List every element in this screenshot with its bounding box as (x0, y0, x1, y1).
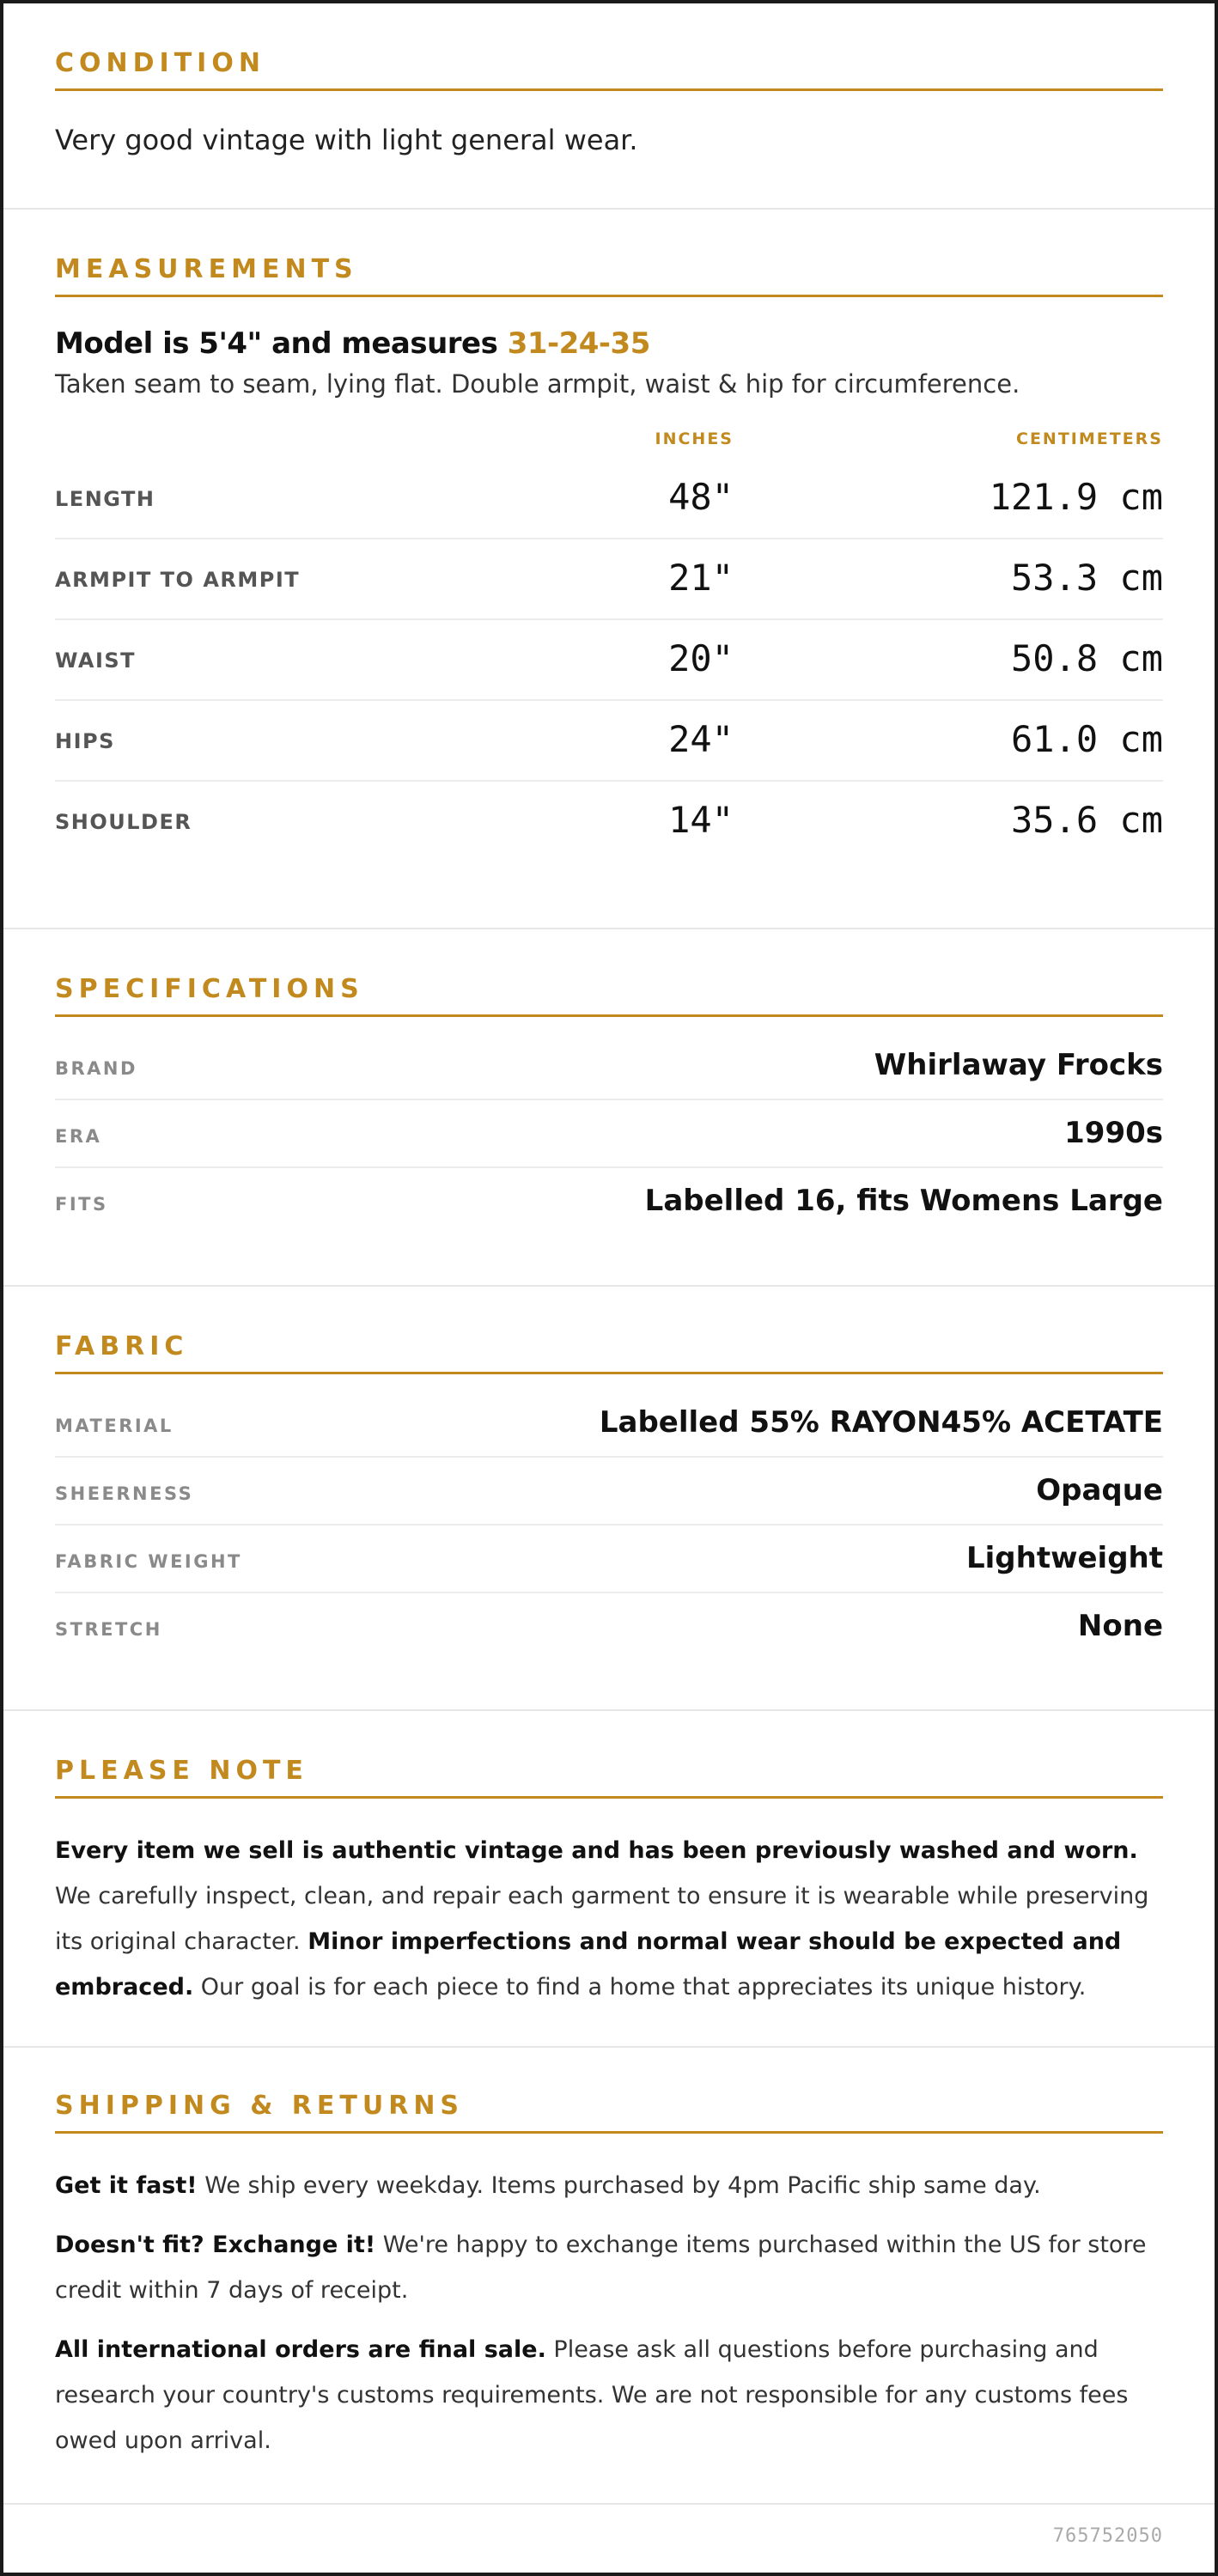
model-prefix: Model is 5'4" and measures (55, 326, 508, 361)
shipping-paragraph-international (55, 2327, 1163, 2463)
product-id: 765752050 (1052, 2525, 1163, 2547)
measurement-inches: 14" (668, 799, 734, 841)
measurement-label: ARMPIT TO ARMPIT (55, 568, 301, 592)
spec-value: 1990s (1064, 1116, 1163, 1150)
shipping-text: We ship every weekday. Items purchased by 4pm Pacific ship same day. (197, 2172, 1041, 2199)
specifications-list (55, 1032, 1163, 1236)
fabric-row-material (55, 1390, 1163, 1458)
measurement-inches: 21" (668, 557, 734, 599)
measurement-label: SHOULDER (55, 810, 192, 834)
please-note-section (3, 1711, 1215, 2048)
measurements-subtitle: Taken seam to seam, lying flat. Double armpit, waist & hip for circumference. (55, 369, 1020, 399)
note-text-2: Our goal is for each piece to find a home that appreciates its unique history. (193, 1974, 1087, 2001)
fabric-list (55, 1390, 1163, 1661)
model-measures-line (55, 326, 1163, 361)
measurement-row (55, 539, 1163, 620)
spec-value: Whirlaway Frocks (874, 1048, 1163, 1082)
section-title: SPECIFICATIONS (55, 974, 1163, 1017)
measurement-inches: 20" (668, 637, 734, 679)
section-title: MEASUREMENTS (55, 254, 1163, 297)
fabric-row-stretch (55, 1593, 1163, 1661)
section-title: PLEASE NOTE (55, 1756, 1163, 1799)
measurements-table (55, 459, 1163, 862)
fabric-section (3, 1287, 1215, 1711)
measurement-label: HIPS (55, 729, 115, 753)
measurement-label: LENGTH (55, 487, 155, 511)
shipping-bold: Get it fast! (55, 2172, 198, 2199)
measurement-cm: 50.8 cm (1010, 637, 1163, 679)
measurement-cm: 61.0 cm (1010, 718, 1163, 760)
measurement-row (55, 459, 1163, 539)
measurements-column-headers (55, 399, 1163, 459)
condition-text: Very good vintage with light general wear. (55, 124, 638, 156)
section-title: FABRIC (55, 1331, 1163, 1374)
measurement-cm: 121.9 cm (989, 476, 1163, 518)
fabric-key: STRETCH (55, 1619, 162, 1640)
shipping-paragraph-fast (55, 2163, 1163, 2208)
note-bold-1: Every item we sell is authentic vintage and has been previously washed and worn. (55, 1837, 1138, 1864)
note-bold-2: Minor imperfections and normal wear should be expected and embraced. (55, 1928, 1122, 2001)
measurement-inches: 24" (668, 718, 734, 760)
measurement-cm: 53.3 cm (1010, 557, 1163, 599)
condition-section (3, 3, 1215, 210)
section-title: CONDITION (55, 48, 1163, 91)
measurement-label: WAIST (55, 649, 137, 673)
spec-key: ERA (55, 1126, 102, 1147)
fabric-value: None (1077, 1609, 1163, 1643)
note-text-1: We carefully inspect, clean, and repair each garment to ensure it is wearable while preserving its original character. (55, 1883, 1149, 1955)
spec-row-brand (55, 1032, 1163, 1100)
shipping-paragraph-exchange (55, 2222, 1163, 2313)
fabric-key: MATERIAL (55, 1416, 174, 1436)
fabric-key: SHEERNESS (55, 1483, 194, 1504)
column-header-centimeters: CENTIMETERS (1016, 429, 1163, 448)
spec-row-era (55, 1100, 1163, 1168)
measurement-row (55, 701, 1163, 782)
spec-key: FITS (55, 1194, 108, 1215)
spec-value: Labelled 16, fits Womens Large (644, 1184, 1163, 1218)
spec-row-fits (55, 1168, 1163, 1236)
column-header-inches: INCHES (655, 429, 734, 448)
section-title: SHIPPING & RETURNS (55, 2091, 1163, 2134)
fabric-key: FABRIC WEIGHT (55, 1551, 242, 1572)
measurement-inches: 48" (668, 476, 734, 518)
fabric-value: Lightweight (965, 1541, 1163, 1575)
specifications-section (3, 929, 1215, 1287)
fabric-value: Labelled 55% RAYON45% ACETATE (599, 1405, 1163, 1440)
model-measures-value: 31-24-35 (507, 326, 650, 361)
shipping-bold: All international orders are final sale. (55, 2336, 546, 2363)
measurement-row (55, 782, 1163, 862)
measurements-section (3, 210, 1215, 929)
measurement-cm: 35.6 cm (1010, 799, 1163, 841)
fabric-value: Opaque (1036, 1473, 1163, 1507)
fabric-row-sheerness (55, 1458, 1163, 1526)
measurement-row (55, 620, 1163, 701)
shipping-text: Please ask all questions before purchasing and research your country's customs requirements. We are not responsible for any customs fees owed upon arrival. (55, 2336, 1129, 2454)
fabric-row-weight (55, 1526, 1163, 1593)
shipping-returns-section (3, 2048, 1215, 2505)
spec-key: BRAND (55, 1058, 137, 1079)
shipping-bold: Doesn't fit? Exchange it! (55, 2232, 376, 2258)
shipping-text: We're happy to exchange items purchased within the US for store credit within 7 days of receipt. (55, 2232, 1147, 2304)
note-paragraph (55, 1828, 1163, 2010)
